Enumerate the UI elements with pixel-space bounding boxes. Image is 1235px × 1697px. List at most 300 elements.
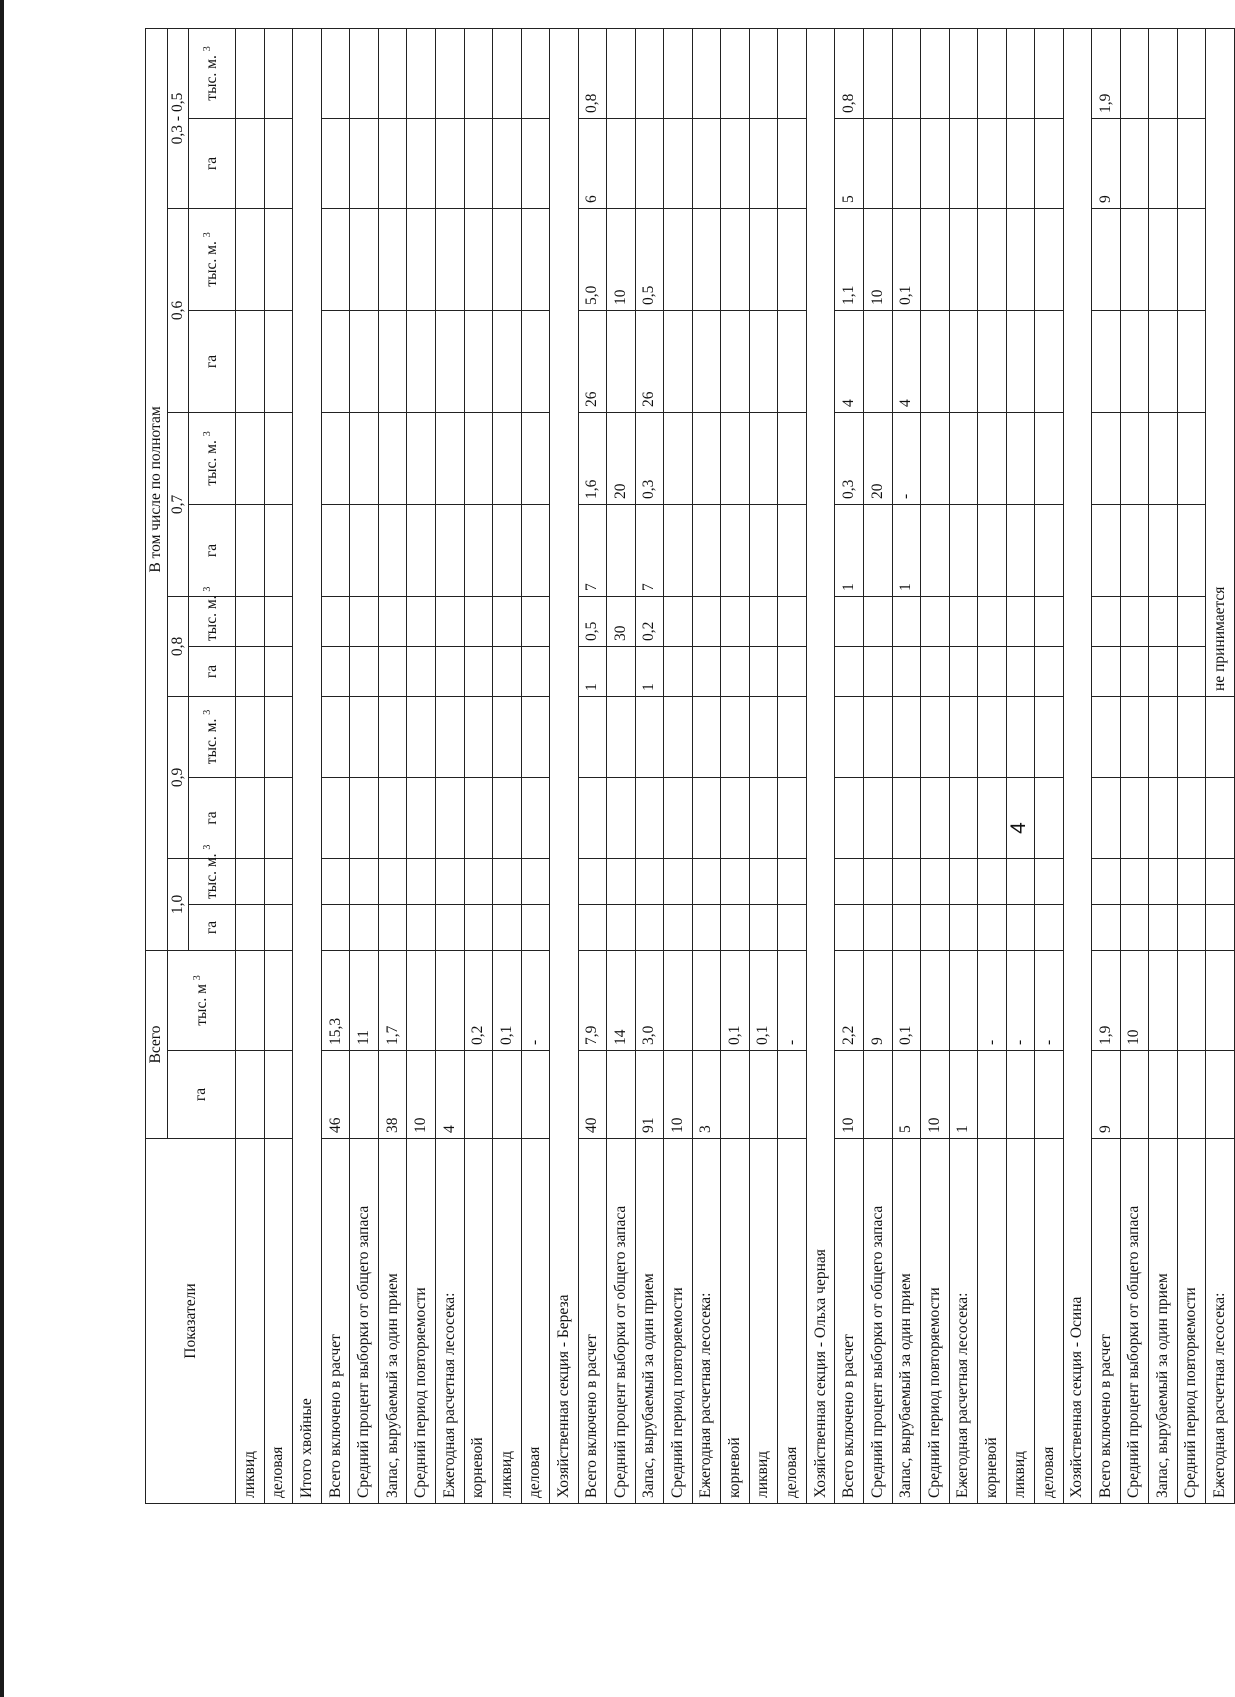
value-cell [350, 696, 379, 777]
value-cell [1149, 950, 1178, 1050]
unit-superscript: 3 [202, 586, 214, 592]
value-cell [778, 412, 807, 504]
value-cell [692, 28, 721, 118]
not-accepted-note: не принимается [1206, 28, 1235, 696]
value-cell [493, 858, 522, 904]
table-row [264, 28, 293, 1503]
value-cell [1206, 777, 1235, 858]
value-cell [863, 777, 892, 858]
value-cell [493, 310, 522, 412]
value-cell [407, 208, 436, 310]
value-cell: 7 [578, 504, 607, 596]
value-cell: 0,1 [892, 950, 921, 1050]
row-label: корневой [464, 1139, 493, 1504]
header-ha: га [189, 904, 236, 950]
value-cell [407, 950, 436, 1050]
value-cell [692, 777, 721, 858]
value-cell [892, 904, 921, 950]
value-cell [692, 646, 721, 696]
value-cell: 91 [635, 1051, 664, 1139]
value-cell [1035, 118, 1064, 208]
value-cell: 38 [378, 1051, 407, 1139]
header-ha: га [189, 777, 236, 858]
table-row [1092, 28, 1121, 1503]
value-cell [1092, 858, 1121, 904]
value-cell [1120, 504, 1149, 596]
row-label: Всего включено в расчет [321, 1139, 350, 1504]
value-cell: 1,9 [1092, 28, 1121, 118]
value-cell [921, 596, 950, 646]
binding-edge [0, 0, 4, 1697]
value-cell [635, 28, 664, 118]
row-label: деловая [1035, 1139, 1064, 1504]
value-cell [1177, 504, 1206, 596]
unit-superscript: 3 [202, 844, 214, 850]
value-cell [1035, 504, 1064, 596]
value-cell [1006, 596, 1035, 646]
value-cell [321, 646, 350, 696]
value-cell [236, 412, 265, 504]
value-cell [978, 310, 1007, 412]
value-cell [778, 696, 807, 777]
value-cell [778, 504, 807, 596]
value-cell [321, 904, 350, 950]
value-cell [664, 412, 693, 504]
value-cell [493, 412, 522, 504]
value-cell [1035, 208, 1064, 310]
value-cell [749, 904, 778, 950]
value-cell [264, 950, 293, 1050]
value-cell [863, 118, 892, 208]
value-cell [236, 696, 265, 777]
value-cell [1206, 950, 1235, 1050]
value-cell [921, 208, 950, 310]
value-cell [721, 504, 750, 596]
value-cell [635, 696, 664, 777]
row-label: ликвид [1006, 1139, 1035, 1504]
value-cell [1006, 858, 1035, 904]
header-volume [189, 412, 236, 504]
value-cell [407, 904, 436, 950]
value-cell [378, 208, 407, 310]
value-cell: 1 [949, 1051, 978, 1139]
value-cell [778, 646, 807, 696]
value-cell [1149, 504, 1178, 596]
value-cell [949, 208, 978, 310]
value-cell [493, 28, 522, 118]
value-cell [378, 904, 407, 950]
row-label: Запас, вырубаемый за один прием [1149, 1139, 1178, 1504]
value-cell [1006, 1051, 1035, 1139]
row-label: корневой [721, 1139, 750, 1504]
table-row [607, 28, 636, 1503]
value-cell [436, 696, 465, 777]
value-cell [236, 777, 265, 858]
value-cell [321, 118, 350, 208]
value-cell [493, 696, 522, 777]
value-cell [264, 28, 293, 118]
value-cell: - [1035, 950, 1064, 1050]
row-label: Ежегодная расчетная лесосека: [692, 1139, 721, 1504]
value-cell: 5 [892, 1051, 921, 1139]
unit-superscript: 3 [202, 46, 214, 52]
value-cell [378, 504, 407, 596]
value-cell [1177, 596, 1206, 646]
value-cell [1120, 646, 1149, 696]
table-row [1006, 28, 1035, 1503]
value-cell: 26 [635, 310, 664, 412]
value-cell [1035, 904, 1064, 950]
value-cell [749, 1051, 778, 1139]
table-row [464, 28, 493, 1503]
value-cell [1177, 412, 1206, 504]
value-cell: 0,1 [493, 950, 522, 1050]
row-label: Запас, вырубаемый за один прием [892, 1139, 921, 1504]
value-cell [350, 777, 379, 858]
value-cell [921, 504, 950, 596]
value-cell [1149, 904, 1178, 950]
value-cell [1177, 950, 1206, 1050]
value-cell [607, 777, 636, 858]
header-ha: га [189, 310, 236, 412]
value-cell [521, 118, 550, 208]
value-cell [949, 310, 978, 412]
value-cell [521, 504, 550, 596]
value-cell [607, 696, 636, 777]
forest-cut-table [145, 28, 1235, 1504]
value-cell [378, 412, 407, 504]
value-cell [1006, 310, 1035, 412]
value-cell: 4 [892, 310, 921, 412]
value-cell [778, 777, 807, 858]
value-cell [749, 504, 778, 596]
value-cell [978, 646, 1007, 696]
value-cell [749, 777, 778, 858]
value-cell: 10 [863, 208, 892, 310]
value-cell [863, 504, 892, 596]
value-cell: 3 [692, 1051, 721, 1139]
value-cell [892, 646, 921, 696]
value-cell [749, 118, 778, 208]
value-cell [321, 777, 350, 858]
value-cell [436, 646, 465, 696]
value-cell: 0,1 [721, 950, 750, 1050]
value-cell [778, 904, 807, 950]
value-cell: 40 [578, 1051, 607, 1139]
unit-label: тыс. м. $^3$ [202, 844, 221, 899]
value-cell [778, 596, 807, 646]
value-cell [493, 777, 522, 858]
value-cell: 15,3 [321, 950, 350, 1050]
value-cell [1092, 310, 1121, 412]
value-cell: 1,1 [835, 208, 864, 310]
value-cell [464, 310, 493, 412]
value-cell [1177, 646, 1206, 696]
value-cell [321, 504, 350, 596]
value-cell [835, 696, 864, 777]
header-density: 0,9 [167, 696, 189, 858]
table-body [236, 28, 1235, 1503]
table-row [778, 28, 807, 1503]
header-density: 1,0 [167, 858, 189, 950]
value-cell [436, 858, 465, 904]
value-cell [1120, 412, 1149, 504]
value-cell [407, 696, 436, 777]
value-cell [464, 904, 493, 950]
value-cell [692, 950, 721, 1050]
value-cell [1035, 858, 1064, 904]
header-density: 0,6 [167, 208, 189, 412]
value-cell [521, 310, 550, 412]
value-cell [721, 310, 750, 412]
value-cell [1149, 696, 1178, 777]
value-cell [1149, 310, 1178, 412]
value-cell [1092, 646, 1121, 696]
value-cell [321, 696, 350, 777]
value-cell [1120, 858, 1149, 904]
value-cell [264, 904, 293, 950]
value-cell [264, 777, 293, 858]
value-cell [378, 646, 407, 696]
value-cell [350, 208, 379, 310]
value-cell [350, 412, 379, 504]
value-cell [978, 504, 1007, 596]
table-row [664, 28, 693, 1503]
value-cell [921, 28, 950, 118]
value-cell [350, 858, 379, 904]
value-cell [635, 777, 664, 858]
value-cell [664, 118, 693, 208]
value-cell [464, 118, 493, 208]
value-cell [1120, 696, 1149, 777]
value-cell [749, 28, 778, 118]
value-cell: 6 [578, 118, 607, 208]
value-cell [521, 696, 550, 777]
value-cell: 0,3 [835, 412, 864, 504]
value-cell [664, 696, 693, 777]
row-label: Ежегодная расчетная лесосека: [1206, 1139, 1235, 1504]
value-cell [978, 596, 1007, 646]
value-cell: 5,0 [578, 208, 607, 310]
value-cell [1035, 1051, 1064, 1139]
value-cell [692, 596, 721, 646]
value-cell [978, 777, 1007, 858]
value-cell [949, 858, 978, 904]
value-cell [1092, 696, 1121, 777]
value-cell [1149, 777, 1178, 858]
table-row [578, 28, 607, 1503]
value-cell [692, 858, 721, 904]
value-cell [692, 504, 721, 596]
value-cell [692, 696, 721, 777]
value-cell: 0,8 [578, 28, 607, 118]
value-cell [264, 646, 293, 696]
header-ha: га [189, 504, 236, 596]
value-cell [264, 412, 293, 504]
value-cell [921, 696, 950, 777]
unit-label: тыс. м $^3$ [191, 975, 210, 1026]
row-label: деловая [264, 1139, 293, 1504]
value-cell [1177, 777, 1206, 858]
value-cell [236, 858, 265, 904]
value-cell: 1,7 [378, 950, 407, 1050]
value-cell [578, 904, 607, 950]
value-cell [892, 696, 921, 777]
value-cell [378, 596, 407, 646]
value-cell: 7 [635, 504, 664, 596]
value-cell [1092, 412, 1121, 504]
table-row [1120, 28, 1149, 1503]
value-cell [436, 118, 465, 208]
value-cell [464, 28, 493, 118]
value-cell [378, 696, 407, 777]
row-label: Средний период повторяемости [921, 1139, 950, 1504]
value-cell [607, 504, 636, 596]
value-cell: 10 [407, 1051, 436, 1139]
value-cell [436, 596, 465, 646]
value-cell [1006, 696, 1035, 777]
table-row [635, 28, 664, 1503]
value-cell [521, 858, 550, 904]
row-label: Всего включено в расчет [578, 1139, 607, 1504]
value-cell [692, 208, 721, 310]
value-cell [378, 28, 407, 118]
value-cell [407, 118, 436, 208]
table-row [892, 28, 921, 1503]
value-cell [892, 28, 921, 118]
value-cell [721, 596, 750, 646]
value-cell [1206, 1051, 1235, 1139]
value-cell [721, 412, 750, 504]
unit-superscript: 3 [191, 975, 203, 981]
value-cell [863, 596, 892, 646]
value-cell [407, 858, 436, 904]
value-cell [978, 696, 1007, 777]
value-cell [664, 596, 693, 646]
value-cell [407, 28, 436, 118]
unit-label: тыс. м. $^3$ [202, 709, 221, 765]
value-cell [892, 118, 921, 208]
row-label: Ежегодная расчетная лесосека: [949, 1139, 978, 1504]
value-cell [835, 596, 864, 646]
value-cell [778, 1051, 807, 1139]
value-cell [721, 858, 750, 904]
row-label: ликвид [493, 1139, 522, 1504]
header-indicator: Показатели [146, 1139, 236, 1504]
value-cell [978, 904, 1007, 950]
header-volume [189, 208, 236, 310]
value-cell [464, 596, 493, 646]
row-label: Всего включено в расчет [835, 1139, 864, 1504]
value-cell [607, 118, 636, 208]
value-cell [721, 118, 750, 208]
value-cell [350, 596, 379, 646]
value-cell [1149, 28, 1178, 118]
value-cell [1035, 412, 1064, 504]
value-cell [635, 904, 664, 950]
row-label: Запас, вырубаемый за один прием [378, 1139, 407, 1504]
value-cell [721, 1051, 750, 1139]
value-cell [464, 858, 493, 904]
value-cell [749, 646, 778, 696]
value-cell: 0,5 [578, 596, 607, 646]
value-cell: 20 [863, 412, 892, 504]
value-cell [921, 412, 950, 504]
section-title: Хозяйственная секция - Ольха черная [806, 28, 835, 1503]
value-cell: - [521, 950, 550, 1050]
table-row [749, 28, 778, 1503]
row-label: Средний процент выборки от общего запаса [863, 1139, 892, 1504]
unit-superscript: 3 [202, 709, 214, 715]
value-cell [778, 858, 807, 904]
value-cell [949, 118, 978, 208]
value-cell [578, 696, 607, 777]
value-cell [692, 412, 721, 504]
value-cell [1177, 28, 1206, 118]
value-cell [721, 28, 750, 118]
row-label: Средний процент выборки от общего запаса [350, 1139, 379, 1504]
value-cell [1149, 858, 1178, 904]
value-cell [407, 310, 436, 412]
header-by-density: В том числе по полнотам [146, 28, 168, 950]
value-cell [664, 950, 693, 1050]
value-cell [921, 777, 950, 858]
value-cell [350, 1051, 379, 1139]
value-cell [863, 858, 892, 904]
row-label: Средний процент выборки от общего запаса [1120, 1139, 1149, 1504]
unit-superscript: 3 [202, 431, 214, 437]
value-cell [236, 596, 265, 646]
value-cell [664, 208, 693, 310]
value-cell [635, 118, 664, 208]
value-cell [464, 1051, 493, 1139]
value-cell [1177, 858, 1206, 904]
value-cell [493, 208, 522, 310]
unit-label: тыс. м. $^3$ [202, 232, 221, 287]
value-cell [721, 646, 750, 696]
value-cell [607, 1051, 636, 1139]
value-cell [578, 777, 607, 858]
value-cell [607, 310, 636, 412]
value-cell [692, 310, 721, 412]
value-cell [321, 858, 350, 904]
table-row [321, 28, 350, 1503]
row-label: Запас, вырубаемый за один прием [635, 1139, 664, 1504]
value-cell: 9 [1092, 1051, 1121, 1139]
value-cell [1006, 504, 1035, 596]
value-cell: 30 [607, 596, 636, 646]
value-cell [778, 310, 807, 412]
value-cell [521, 596, 550, 646]
value-cell: 46 [321, 1051, 350, 1139]
header-density: 0,3 - 0,5 [167, 28, 189, 208]
value-cell [407, 412, 436, 504]
value-cell: 2,2 [835, 950, 864, 1050]
value-cell [1035, 777, 1064, 858]
value-cell [407, 646, 436, 696]
value-cell [236, 646, 265, 696]
value-cell [835, 777, 864, 858]
row-label: ликвид [749, 1139, 778, 1504]
value-cell [407, 777, 436, 858]
row-label: деловая [521, 1139, 550, 1504]
value-cell [863, 696, 892, 777]
value-cell [692, 904, 721, 950]
value-cell [607, 904, 636, 950]
table-row [692, 28, 721, 1503]
value-cell [236, 950, 265, 1050]
value-cell: 10 [835, 1051, 864, 1139]
